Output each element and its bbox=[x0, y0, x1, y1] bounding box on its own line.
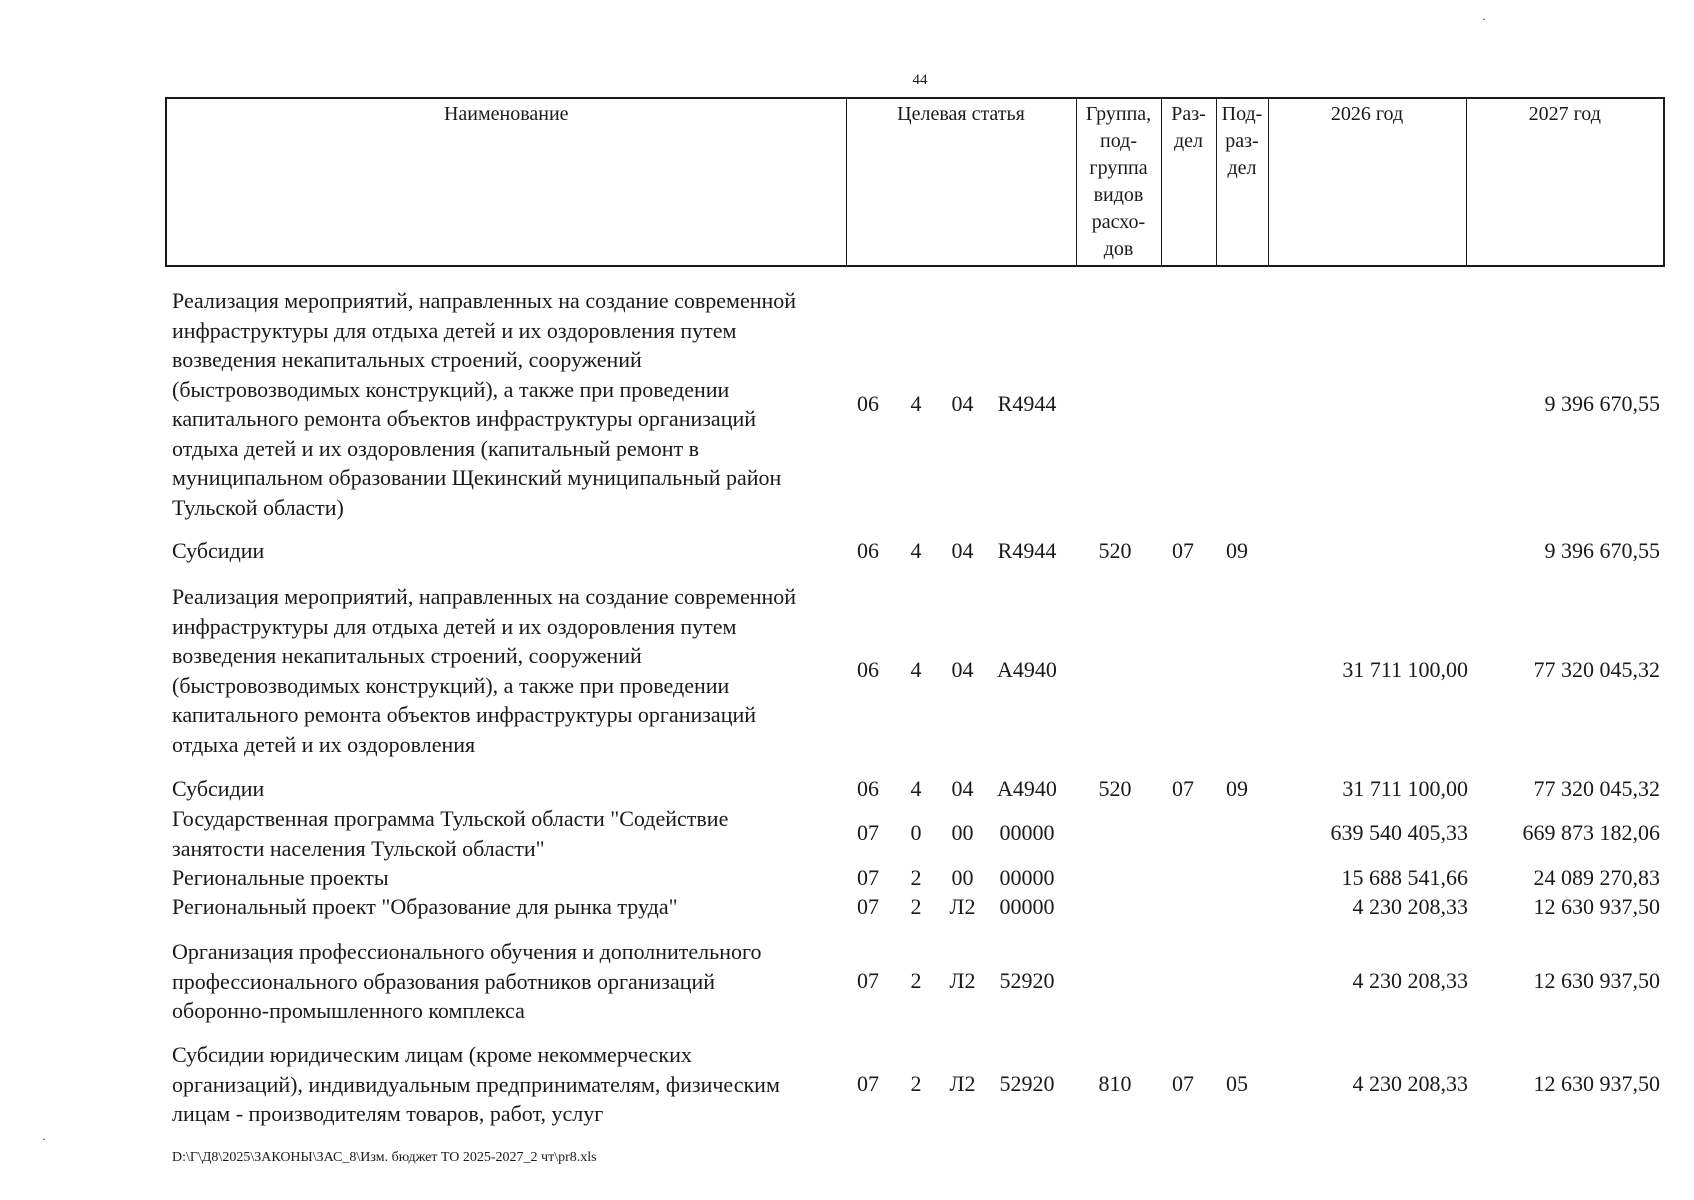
row-cs-event: 04 bbox=[951, 391, 974, 416]
row-name: Реализация мероприятий, направленных на создание современной инфраструктуры для отдыха детей и их оздоровления путем возведения некапитальных строений, сооружений (быстровозводимых конструкций), а также при проведении капитального ремонта объектов инфраструктуры организаций отдыха детей и их оздоровления (капитальный ремонт в муниципальном образовании Щекинский муниципальный район Тульской области) bbox=[172, 288, 797, 520]
header-year-2027: 2027 год bbox=[1466, 98, 1664, 266]
row-amount-2027: 12 630 937,50 bbox=[1533, 1071, 1660, 1096]
row-name: Субсидии bbox=[172, 776, 265, 801]
row-cs-code: А4940 bbox=[997, 657, 1057, 682]
row-section: 07 bbox=[1172, 776, 1194, 801]
row-cs-code: 00000 bbox=[999, 865, 1055, 890]
row-cs-type: 2 bbox=[910, 865, 922, 890]
row-cs-type: 4 bbox=[910, 538, 922, 563]
header-section: Раз- дел bbox=[1161, 98, 1216, 266]
row-cs-program: 06 bbox=[857, 538, 879, 563]
row-amount-2027: 24 089 270,83 bbox=[1533, 865, 1660, 890]
row-cs-program: 07 bbox=[857, 1071, 879, 1096]
row-amount-2026: 4 230 208,33 bbox=[1352, 894, 1468, 919]
row-cs-event: 04 bbox=[951, 538, 974, 563]
row-cs-code: 00000 bbox=[999, 894, 1055, 919]
row-cs-program: 07 bbox=[857, 820, 879, 845]
row-amount-2027: 12 630 937,50 bbox=[1533, 894, 1660, 919]
row-cs-program: 07 bbox=[857, 894, 879, 919]
footer-file-path: D:\Г\Д8\2025\ЗАКОНЫ\ЗАС_8\Изм. бюджет ТО 2025-2027_2 чт\pr8.xls bbox=[172, 1150, 597, 1165]
row-subsection: 09 bbox=[1226, 776, 1248, 801]
row-amount-2027: 12 630 937,50 bbox=[1533, 968, 1660, 993]
row-cs-code: 00000 bbox=[999, 820, 1055, 845]
row-cs-code: R4944 bbox=[997, 391, 1057, 416]
row-cs-event: Л2 bbox=[949, 894, 976, 919]
row-cs-type: 2 bbox=[910, 1071, 922, 1096]
header-expense-group: Группа, под- группа видов расхо- дов bbox=[1076, 98, 1161, 266]
row-cs-code: А4940 bbox=[997, 776, 1057, 801]
row-amount-2027: 669 873 182,06 bbox=[1522, 820, 1660, 845]
row-expense-group: 520 bbox=[1098, 538, 1132, 563]
page-number: 44 bbox=[912, 72, 928, 88]
row-cs-event: 04 bbox=[951, 776, 974, 801]
row-cs-event: 00 bbox=[951, 865, 974, 890]
row-name: Субсидии юридическим лицам (кроме некоммерческих организаций), индивидуальным предпринимателям, физическим лицам - производителям товаров, работ, услуг bbox=[172, 1042, 780, 1126]
row-cs-event: Л2 bbox=[949, 1071, 976, 1096]
row-amount-2027: 77 320 045,32 bbox=[1533, 657, 1660, 682]
row-subsection: 05 bbox=[1226, 1071, 1248, 1096]
row-name: Региональный проект "Образование для рынка труда" bbox=[172, 894, 678, 919]
row-cs-event: Л2 bbox=[949, 968, 976, 993]
row-amount-2026: 4 230 208,33 bbox=[1352, 968, 1468, 993]
row-section: 07 bbox=[1172, 538, 1194, 563]
header-name: Наименование bbox=[443, 103, 569, 125]
row-section: 07 bbox=[1172, 1071, 1194, 1096]
row-name: Субсидии bbox=[172, 538, 265, 563]
row-cs-type: 4 bbox=[910, 657, 922, 682]
row-cs-event: 00 bbox=[951, 820, 974, 845]
row-name: Организация профессионального обучения и дополнительного профессионального образования работников организаций оборонно-промышленного комплекса bbox=[172, 939, 762, 1023]
row-cs-type: 4 bbox=[910, 776, 922, 801]
scan-dot: · bbox=[42, 1132, 46, 1146]
row-cs-program: 06 bbox=[857, 776, 879, 801]
row-amount-2026: 31 711 100,00 bbox=[1342, 657, 1468, 682]
header-subsection: Под- раз- дел bbox=[1216, 98, 1268, 266]
row-amount-2027: 77 320 045,32 bbox=[1533, 776, 1660, 801]
header-year-2026: 2026 год bbox=[1268, 98, 1466, 266]
row-cs-type: 0 bbox=[910, 820, 922, 845]
row-cs-program: 06 bbox=[857, 391, 879, 416]
row-name: Реализация мероприятий, направленных на создание современной инфраструктуры для отдыха детей и их оздоровления путем возведения некапитальных строений, сооружений (быстровозводимых конструкций), а также при проведении капитального ремонта объектов инфраструктуры организаций отдыха детей и их оздоровления bbox=[172, 584, 797, 757]
row-amount-2026: 15 688 541,66 bbox=[1341, 865, 1468, 890]
row-cs-program: 07 bbox=[857, 865, 879, 890]
row-cs-code: R4944 bbox=[997, 538, 1057, 563]
row-amount-2027: 9 396 670,55 bbox=[1544, 538, 1660, 563]
row-cs-event: 04 bbox=[951, 657, 974, 682]
row-cs-type: 2 bbox=[910, 968, 922, 993]
row-cs-program: 06 bbox=[857, 657, 879, 682]
row-expense-group: 810 bbox=[1098, 1071, 1132, 1096]
header-target-article: Целевая статья bbox=[846, 98, 1076, 266]
row-cs-code: 52920 bbox=[999, 968, 1055, 993]
scan-dot: · bbox=[1482, 12, 1486, 26]
row-amount-2026: 31 711 100,00 bbox=[1342, 776, 1468, 801]
row-amount-2027: 9 396 670,55 bbox=[1544, 391, 1660, 416]
row-cs-code: 52920 bbox=[999, 1071, 1055, 1096]
row-cs-program: 07 bbox=[857, 968, 879, 993]
row-subsection: 09 bbox=[1226, 538, 1248, 563]
row-amount-2026: 639 540 405,33 bbox=[1330, 820, 1468, 845]
row-cs-type: 4 bbox=[910, 391, 922, 416]
row-name: Региональные проекты bbox=[172, 865, 389, 890]
row-expense-group: 520 bbox=[1098, 776, 1132, 801]
row-cs-type: 2 bbox=[910, 894, 922, 919]
row-amount-2026: 4 230 208,33 bbox=[1352, 1071, 1468, 1096]
row-name: Государственная программа Тульской области "Содействие занятости населения Тульской области" bbox=[172, 806, 729, 861]
